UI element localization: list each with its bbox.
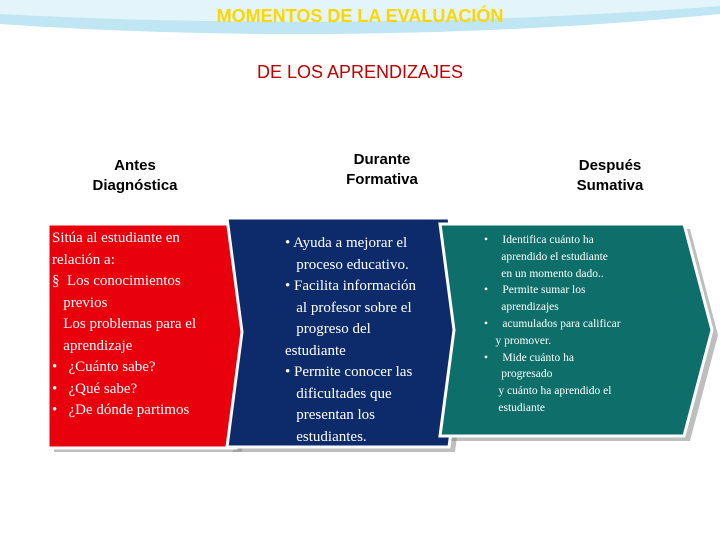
durante-line: dificultades que (285, 385, 392, 402)
despues-line: estudiante (484, 401, 545, 414)
durante-line: al profesor sobre el (285, 299, 412, 316)
durante-line: estudiante (285, 342, 346, 359)
antes-line: Sitúa al estudiante en (52, 230, 180, 246)
antes-line: Los problemas para el (52, 316, 197, 332)
antes-line: aprendizaje (52, 337, 133, 354)
despues-line: aprendizajes (484, 301, 559, 314)
despues-line: progresado (484, 368, 553, 381)
despues-line: y cuánto ha aprendido el (484, 385, 612, 398)
title-line-1: MOMENTOS DE LA EVALUACIÓN (216, 6, 504, 26)
despues-text (484, 232, 669, 417)
antes-line: relación a: (52, 251, 115, 268)
header-durante: Durante Formativa (346, 151, 418, 188)
antes-text (52, 228, 242, 422)
header-antes: Antes Diagnóstica (92, 157, 178, 194)
despues-line: • acumulados para calificar (484, 317, 621, 330)
title-line-2: DE LOS APRENDIZAJES (256, 62, 464, 82)
despues-line: en un momento dado.. (484, 267, 604, 280)
despues-line: aprendido el estudiante (484, 250, 608, 263)
antes-line: • ¿Cuánto sabe? (52, 359, 156, 375)
durante-line: • Permite conocer las (285, 364, 413, 380)
header-despues: Después Sumativa (576, 157, 644, 194)
durante-line: proceso educativo. (285, 256, 409, 273)
durante-line: • Facilita información (285, 278, 417, 294)
antes-line: previos (52, 294, 108, 311)
antes-line: • ¿Qué sabe? (52, 380, 138, 397)
durante-line: progreso del (285, 321, 371, 337)
antes-line: § Los conocimientos (52, 273, 181, 289)
despues-line: y promover. (484, 334, 552, 347)
antes-line: • ¿De dónde partimos (52, 402, 190, 418)
despues-line: • Mide cuánto ha (484, 351, 574, 364)
durante-text (285, 233, 465, 448)
despues-line: • Identifica cuánto ha (484, 234, 594, 246)
durante-line: presentan los (285, 407, 375, 423)
durante-line: estudiantes. (285, 428, 367, 445)
durante-line: • Ayuda a mejorar el (285, 235, 408, 251)
despues-line: • Permite sumar los (484, 284, 586, 297)
